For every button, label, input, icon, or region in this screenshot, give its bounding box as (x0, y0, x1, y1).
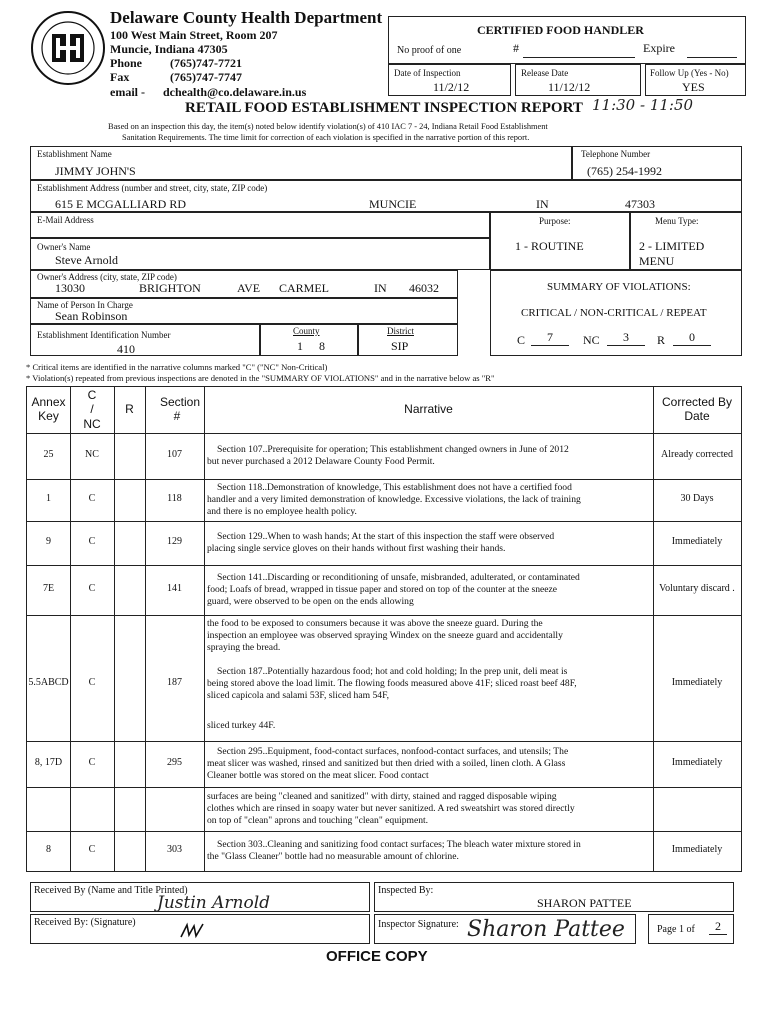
owner-address-ave: AVE (237, 281, 261, 295)
hash-label: # (513, 41, 519, 55)
header-narrative: Narrative (404, 402, 453, 416)
department-city: Muncie, Indiana 47305 (110, 42, 228, 56)
header-nc: NC (83, 417, 101, 431)
row-section: 129 (167, 536, 182, 547)
owner-name-box (30, 238, 490, 270)
row-annex-key: 7E (42, 583, 55, 594)
summary-nc-count: 3 (607, 330, 645, 346)
row-narrative-line: food; Loafs of bread, wrapped in tissue paper and stored on top of the counter at the sneeze (207, 584, 558, 595)
telephone-label: Telephone Number (581, 149, 651, 159)
follow-up-label: Follow Up (Yes - No) (650, 68, 729, 78)
header-slash: / (90, 402, 94, 416)
row-narrative-line: Cleaner bottle was stored on the meat slicer. Food contact (207, 770, 429, 781)
owner-address-state: IN (374, 281, 387, 295)
release-date-label: Release Date (521, 68, 569, 78)
page-total: 2 (709, 919, 727, 935)
row-critical-type: C (88, 757, 96, 768)
row-section: 303 (167, 844, 182, 855)
header-corrected-by: Corrected By Date (661, 395, 733, 423)
release-date: 11/12/12 (548, 80, 591, 94)
owner-address-box (30, 270, 458, 298)
intro-line-2: Sanitation Requirements. The time limit for correction of each violation is specified in the narrative portion of this report. (122, 133, 530, 142)
row-narrative-line: and there is no employee health policy. (207, 506, 357, 517)
person-in-charge-label: Name of Person In Charge (37, 300, 133, 310)
owner-name-label: Owner's Name (37, 242, 91, 252)
district-value: SIP (391, 339, 409, 353)
county-digit-2: 8 (319, 339, 325, 353)
row-section: 107 (167, 449, 182, 460)
county-box (260, 324, 358, 356)
row-narrative-line: guard, were observed to be open on the ends allowing (207, 596, 414, 607)
row-narrative-line: Section 303..Cleaning and sanitizing food contact surfaces; The bleach water mixture stored in (217, 839, 581, 850)
establishment-id-label: Establishment Identification Number (37, 330, 171, 340)
fax-label: Fax (110, 70, 130, 84)
email-address-label: E-Mail Address (37, 215, 94, 225)
establishment-city: MUNCIE (369, 197, 417, 211)
row-narrative-line: meat slicer was washed, rinsed and sanitized but then dried with a soiled, linen cloth. A Glass (207, 758, 566, 769)
row-corrected-by: Immediately (671, 677, 723, 688)
row-section: 295 (167, 757, 182, 768)
row-narrative-line: spraying the bread. (207, 642, 281, 653)
purpose-box (490, 212, 630, 270)
establishment-id: 410 (117, 342, 135, 356)
row-corrected-by: Already corrected (661, 449, 733, 460)
row-narrative-line: sliced turkey 44F. (207, 720, 276, 731)
row-section: 187 (167, 677, 182, 688)
row-annex-key: 1 (46, 493, 51, 504)
row-narrative-line: Section 187..Potentially hazardous food; hot and cold holding; In the prep unit, deli meat is (217, 666, 568, 677)
row-narrative-line: the "Glass Cleaner" bottle had no measurable amount of chlorine. (207, 851, 459, 862)
department-name: Delaware County Health Department (110, 8, 383, 27)
received-by-label: Received By (Name and Title Printed) (34, 885, 188, 896)
office-copy: OFFICE COPY (326, 948, 428, 965)
certified-food-handler-box (388, 16, 746, 64)
owner-address-city: CARMEL (279, 281, 330, 295)
page-label: Page 1 of (657, 924, 695, 935)
establishment-name: JIMMY JOHN'S (55, 164, 136, 178)
summary-c-label: C (517, 333, 526, 347)
telephone-box (572, 146, 742, 180)
county-digit-1: 1 (297, 339, 303, 353)
owner-name: Steve Arnold (55, 253, 118, 267)
header-r: R (125, 402, 134, 416)
district-box (358, 324, 458, 356)
handwritten-time: 11:30 - 11:50 (592, 96, 694, 114)
row-critical-type: C (88, 677, 96, 688)
follow-up-value: YES (682, 80, 705, 94)
header-annex-key: Annex Key (31, 395, 66, 423)
row-corrected-by: Voluntary discard . (659, 583, 735, 594)
summary-r-label: R (657, 333, 666, 347)
row-narrative-line: Section 118..Demonstration of knowledge, This establishment does not have a certified food (217, 482, 572, 493)
establishment-address-box (30, 180, 742, 212)
received-by-name-box (30, 882, 370, 912)
department-fax: (765)747-7747 (170, 70, 242, 84)
establishment-street: 615 E MCGALLIARD RD (55, 197, 186, 211)
certified-title: CERTIFIED FOOD HANDLER (477, 23, 644, 37)
owner-address-label: Owner's Address (city, state, ZIP code) (37, 272, 177, 282)
menu-type-label: Menu Type: (655, 216, 699, 226)
row-annex-key: 25 (43, 449, 54, 460)
row-narrative-line: sliced capicola and salami 53F, sliced ham 54F, (207, 690, 390, 701)
row-narrative-line: placing single service gloves on their hands without first washing their hands. (207, 543, 506, 554)
row-annex-key: 9 (46, 536, 51, 547)
note-critical: * Critical items are identified in the narrative columns marked "C" ("NC" Non-Critical) (26, 362, 328, 372)
row-narrative-line: the food to be exposed to consumers because it was above the sneeze guard. During the (207, 618, 543, 629)
row-narrative-line: surfaces are being "cleaned and sanitized" with dirty, stained and ragged disposable wiping (207, 791, 557, 802)
received-by-name: Justin Arnold (157, 893, 271, 913)
row-narrative-line: handler and a very limited demonstration of knowledge. Excessive violations, the lack of training (207, 494, 581, 505)
person-in-charge-box (30, 298, 458, 324)
received-signature-label: Received By: (Signature) (34, 917, 136, 928)
establishment-phone: (765) 254-1992 (587, 164, 662, 178)
no-proof-text: No proof of one (397, 45, 462, 56)
received-signature-box (30, 914, 370, 944)
inspector-signature-box (374, 914, 636, 944)
inspector-signature: Sharon Pattee (467, 917, 625, 942)
summary-box (490, 270, 742, 356)
establishment-address-label: Establishment Address (number and street, city, state, ZIP code) (37, 183, 268, 193)
menu-type-box (630, 212, 742, 270)
row-critical-type: C (88, 844, 96, 855)
establishment-id-box (30, 324, 260, 356)
row-narrative-line: Section 141..Discarding or reconditioning of unsafe, misbranded, adulterated, or contaminated (217, 572, 580, 583)
header-section: Section # (160, 395, 201, 423)
report-title: RETAIL FOOD ESTABLISHMENT INSPECTION REPORT (185, 100, 583, 116)
row-narrative-line: Section 107..Prerequisite for operation; This establishment changed owners in June of 2012 (217, 444, 569, 455)
row-narrative-line: Section 129..When to wash hands; At the start of this inspection the staff were observed (217, 531, 555, 542)
row-corrected-by: 30 Days (680, 493, 714, 504)
purpose-label: Purpose: (539, 216, 571, 226)
inspector-signature-label: Inspector Signature: (378, 919, 459, 930)
summary-r-count: 0 (673, 330, 711, 346)
received-signature-mark (179, 921, 205, 946)
summary-types: CRITICAL / NON-CRITICAL / REPEAT (521, 307, 707, 319)
purpose-value: 1 - ROUTINE (515, 239, 584, 253)
email-box (30, 212, 490, 238)
row-section: 118 (167, 493, 182, 504)
row-critical-type: C (88, 583, 96, 594)
department-phone: (765)747-7721 (170, 56, 242, 70)
row-critical-type: C (88, 493, 96, 504)
row-annex-key: 8, 17D (34, 757, 63, 768)
department-seal (30, 10, 106, 86)
row-annex-key: 8 (46, 844, 51, 855)
row-narrative-line: but never purchased a 2012 Delaware County Food Permit. (207, 456, 435, 467)
row-critical-type: C (88, 536, 96, 547)
row-narrative-line: on top of "clean" aprons and touching "clean" equipment. (207, 815, 429, 826)
inspected-by-label: Inspected By: (378, 885, 434, 896)
inspection-date-box (388, 64, 511, 96)
row-narrative-line: being stored above the load limit. The flowing foods measured above 41F; sliced roast beef 48F, (207, 678, 577, 689)
header-c: C (87, 388, 97, 402)
menu-type-value: 2 - LIMITED MENU (639, 239, 705, 268)
establishment-name-box (30, 146, 572, 180)
establishment-zip: 47303 (625, 197, 655, 211)
summary-c-count: 7 (531, 330, 569, 346)
inspector-name: SHARON PATTEE (537, 896, 632, 910)
row-annex-key: 5.5ABCD (28, 677, 69, 688)
phone-label: Phone (110, 56, 143, 70)
department-address: 100 West Main Street, Room 207 (110, 28, 278, 42)
release-date-box (515, 64, 641, 96)
row-narrative-line: clothes which are rinsed in soapy water but never sanitized. A red sweatshirt was stored directly (207, 803, 575, 814)
establishment-state: IN (536, 197, 549, 211)
note-repeat: * Violation(s) repeated from previous inspections are denoted in the "SUMMARY OF VIOLATIONS" and in the narrative below as "R" (26, 373, 495, 383)
violations-table (26, 386, 742, 872)
row-section: 141 (167, 583, 182, 594)
owner-address-number: 13030 (55, 281, 85, 295)
district-label: District (387, 326, 414, 336)
page-number-box (648, 914, 734, 944)
person-in-charge: Sean Robinson (55, 309, 128, 323)
inspection-date-label: Date of Inspection (394, 68, 461, 78)
row-corrected-by: Immediately (671, 757, 723, 768)
row-corrected-by: Immediately (671, 536, 723, 547)
row-narrative-line: Section 295..Equipment, food-contact surfaces, nonfood-contact surfaces, and utensils; The (217, 746, 569, 757)
summary-nc-label: NC (583, 333, 600, 347)
expire-label: Expire (643, 41, 675, 55)
establishment-name-label: Establishment Name (37, 149, 112, 159)
inspected-by-box (374, 882, 734, 912)
row-narrative-line: inspection an employee was observed spraying Windex on the sneeze guard and accidentally (207, 630, 563, 641)
inspection-date: 11/2/12 (433, 80, 470, 94)
summary-title: SUMMARY OF VIOLATIONS: (547, 281, 691, 293)
row-critical-type: NC (85, 449, 99, 460)
email-label: email - (110, 85, 145, 99)
department-email: dchealth@co.delaware.in.us (163, 85, 307, 99)
owner-address-zip: 46032 (409, 281, 439, 295)
owner-address-street: BRIGHTON (139, 281, 201, 295)
county-label: County (293, 326, 320, 336)
row-corrected-by: Immediately (671, 844, 723, 855)
intro-line-1: Based on an inspection this day, the item(s) noted below identify violation(s) of 410 IAC 7 - 24, Indiana Retail Food Establishment (108, 122, 548, 131)
follow-up-box (645, 64, 746, 96)
